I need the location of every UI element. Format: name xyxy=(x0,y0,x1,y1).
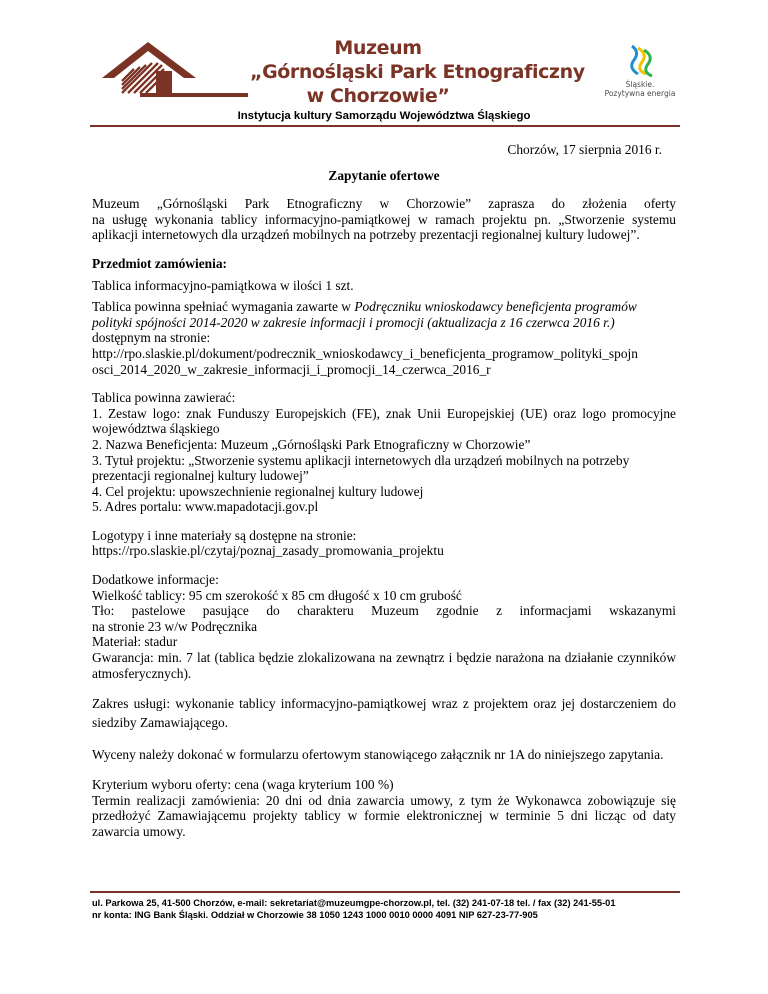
requirements-available: dostępnym na stronie: xyxy=(92,330,211,346)
slaskie-logo-caption xyxy=(604,80,676,98)
contents-item-3: 3. Tytuł projektu: „Stworzenie systemu aplikacji internetowych dla urządzeń mobilnych na potrzeby prezentacji regionalnej kultury ludowej” xyxy=(92,452,630,484)
intro-line-1: Muzeum „Górnośląski Park Etnograficzny w Chorzowie” zaprasza do złożenia oferty xyxy=(92,196,676,212)
intro-paragraph: na usługę wykonania tablicy informacyjno-pamiątkowej w ramach projektu pn. „Stworzenie systemu aplikacji internetowych dla urządzeń mobilnych na potrzeby prezentacji regionalnej kultury ludowej”. xyxy=(92,211,676,243)
logos-url[interactable]: https://rpo.slaskie.pl/czytaj/poznaj_zasady_promowania_projektu xyxy=(92,543,444,559)
subject-item: Tablica informacyjno-pamiątkowa w ilości 1 szt. xyxy=(92,277,354,293)
handbook-url-line-1[interactable]: http://rpo.slaskie.pl/dokument/podrecznik_wnioskodawcy_i_beneficjenta_programow_polityki_spojn xyxy=(92,345,638,361)
footer-address: ul. Parkowa 25, 41-500 Chorzów, e-mail: sekretariat@muzeumgpe-chorzow.pl, tel. (32) 241-07-18 tel. / fax (32) 241-55-01 xyxy=(92,898,616,908)
title-line-2: „Górnośląski Park Etnograficzny xyxy=(250,61,585,83)
footer-divider xyxy=(90,891,680,893)
handbook-url-line-2[interactable]: osci_2014_2020_w_zakresie_informacji_i_promocji_14_czerwca_2016_r xyxy=(92,361,491,377)
contents-item-1: 1. Zestaw logo: znak Funduszy Europejskich (FE), znak Unii Europejskiej (UE) oraz logo promocyjne województwa śląskiego xyxy=(92,405,676,437)
document-heading: Zapytanie ofertowe xyxy=(328,167,440,183)
extra-warranty: Gwarancja: min. 7 lat (tablica będzie zlokalizowana na zewnątrz i będzie narażona na działanie czynników atmosferycznych). xyxy=(92,650,676,681)
title-line-1: Muzeum xyxy=(334,37,422,59)
header-divider xyxy=(90,125,680,127)
slaskie-logo-tagline: Pozytywna energia xyxy=(604,89,676,98)
requirements-paragraph xyxy=(92,299,676,346)
footer-bank: nr konta: ING Bank Śląski. Oddział w Chorzowie 38 1050 1243 1000 0010 0000 4091 NIP 627-23-77-905 xyxy=(92,910,538,920)
deadline-paragraph: Termin realizacji zamówienia: 20 dni od dnia zawarcia umowy, z tym że Wykonawca zobowiązuje się przedłożyć Zamawiającemu projekty tablicy w formie elektronicznej w terminie 5 dni licząc od daty zawarcia umowy. xyxy=(92,792,676,839)
title-line-3: w Chorzowie” xyxy=(306,85,450,107)
contents-heading: Tablica powinna zawierać: xyxy=(92,390,236,406)
contents-item-4: 4. Cel projektu: upowszechnienie regionalnej kultury ludowej xyxy=(92,483,424,499)
extra-background-line-2: na stronie 23 w/w Podręcznika xyxy=(92,618,258,634)
handbook-title: Podręczniku wnioskodawcy beneficjenta programów polityki spójności 2014-2020 w zakresie informacji i promocji (aktualizacja z 16 czerwca 2016 r.) xyxy=(92,299,637,330)
institution-line: Instytucja kultury Samorządu Województwa Śląskiego xyxy=(237,110,531,122)
contents-item-5: 5. Adres portalu: www.mapadotacji.gov.pl xyxy=(92,499,319,515)
contents-item-2: 2. Nazwa Beneficjenta: Muzeum „Górnośląski Park Etnograficzny w Chorzowie” xyxy=(92,436,531,452)
slaskie-logo-name: Śląskie. xyxy=(625,80,655,89)
criterion: Kryterium wyboru oferty: cena (waga kryterium 100 %) xyxy=(92,777,394,793)
scope-paragraph: Zakres usługi: wykonanie tablicy informacyjno-pamiątkowej wraz z projektem oraz jej dostarczeniem do siedziby Zamawiającego. xyxy=(92,696,676,731)
extra-heading: Dodatkowe informacje: xyxy=(92,572,219,588)
requirements-intro: Tablica powinna spełniać wymagania zawarte w xyxy=(92,299,351,315)
pricing-paragraph: Wyceny należy dokonać w formularzu ofertowym stanowiącego załącznik nr 1A do niniejszego zapytania. xyxy=(92,747,664,763)
extra-size: Wielkość tablicy: 95 cm szerokość x 85 cm długość x 10 cm grubość xyxy=(92,587,462,603)
museum-house-logo xyxy=(100,38,250,100)
museum-title xyxy=(250,36,585,108)
footer xyxy=(92,897,692,921)
extra-material: Materiał: stadur xyxy=(92,634,178,650)
document-date: Chorzów, 17 sierpnia 2016 r. xyxy=(507,142,662,157)
subject-heading: Przedmiot zamówienia: xyxy=(92,255,227,271)
logos-text: Logotypy i inne materiały są dostępne na stronie: xyxy=(92,527,357,543)
document-body xyxy=(92,136,676,840)
extra-background-line-1: Tło: pastelowe pasujące do charakteru Muzeum zgodnie z informacjami wskazanymi xyxy=(92,603,676,619)
